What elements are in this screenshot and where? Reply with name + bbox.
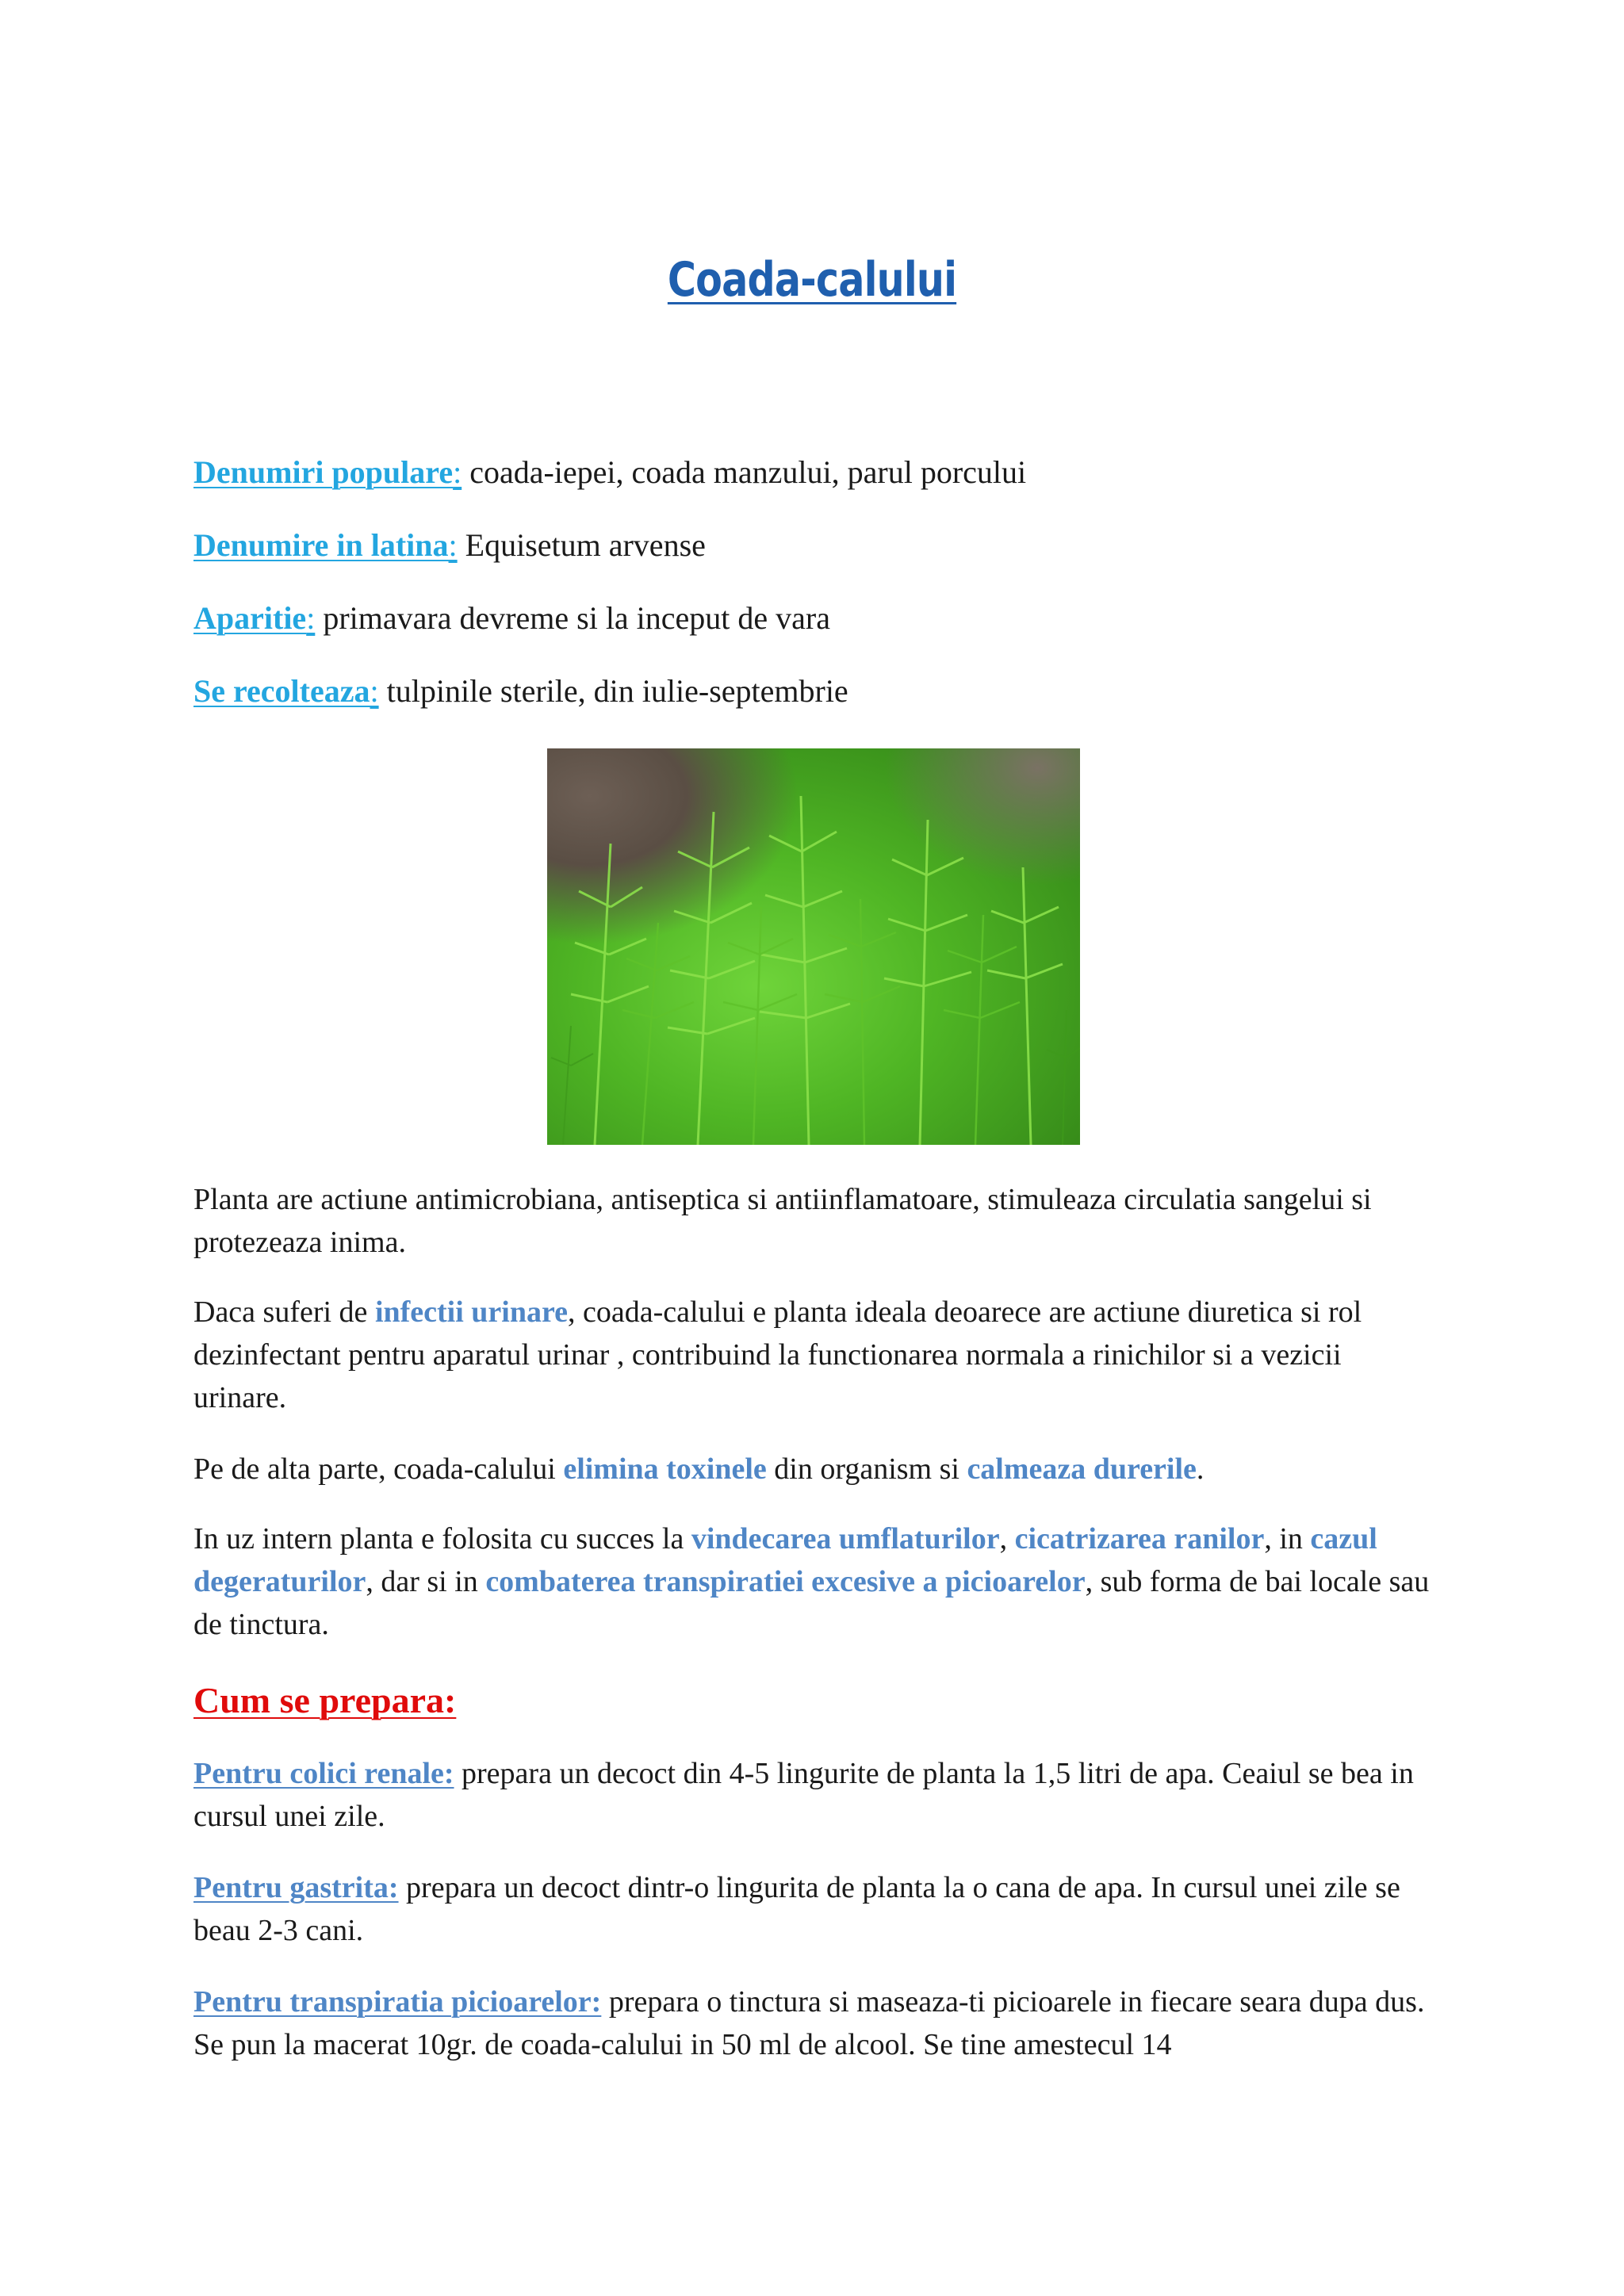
text-span: Pe de alta parte, coada-calului (193, 1452, 564, 1486)
horsetail-plant-illustration (547, 748, 1080, 1145)
page-title: Coada-calului (667, 252, 957, 308)
highlight-degeraturi: cazul degeraturilor (193, 1522, 1377, 1598)
meta-value: coada-iepei, coada manzului, parul porcului (462, 454, 1027, 490)
meta-colon: : (370, 673, 379, 709)
text-span: In uz intern planta e folosita cu succes la (193, 1522, 691, 1556)
highlight-toxine: elimina toxinele (563, 1452, 767, 1486)
highlight-dureri: calmeaza durerile (967, 1452, 1197, 1486)
paragraph-urinary (193, 1291, 1431, 1419)
recipe-label: Pentru transpiratia picioarelor: (193, 1985, 602, 2019)
meta-label: Denumiri populare (193, 454, 454, 490)
text-span: , dar si in (366, 1565, 486, 1598)
meta-label: Se recolteaza (193, 673, 370, 709)
recipe-label: Pentru gastrita: (193, 1871, 399, 1904)
text-span: , in (1264, 1522, 1311, 1556)
recipe-label: Pentru colici renale: (193, 1757, 454, 1790)
meta-label: Denumire in latina (193, 527, 449, 563)
recipe-text: prepara un decoct dintr-o lingurita de planta la o cana de apa. In cursul unei zile se beau 2-3 cani. (193, 1871, 1400, 1947)
meta-label: Aparitie (193, 600, 307, 636)
meta-value: primavara devreme si la inceput de vara (315, 600, 830, 636)
recipe-transpiratie (193, 1980, 1431, 2066)
paragraph-toxins (193, 1448, 1431, 1490)
meta-colon: : (306, 600, 316, 636)
text-span: Daca suferi de (193, 1295, 375, 1329)
section-heading-preparation: Cum se prepara: (193, 1680, 457, 1720)
meta-harvest (193, 672, 848, 710)
highlight-transpiratie: combaterea transpiratiei excesive a picioarelor (485, 1565, 1086, 1598)
recipe-colici (193, 1752, 1431, 1838)
recipe-text: prepara un decoct din 4-5 lingurite de planta la 1,5 litri de apa. Ceaiul se bea in cursul unei zile. (193, 1757, 1414, 1833)
text-span: din organism si (766, 1452, 967, 1486)
highlight-umflaturi: vindecarea umflaturilor (691, 1522, 1000, 1556)
meta-value: Equisetum arvense (457, 527, 706, 563)
paragraph-action: Planta are actiune antimicrobiana, antiseptica si antiinflamatoare, stimuleaza circulatia sangelui si protezeaza inima. (193, 1183, 1372, 1259)
meta-latin-name (193, 526, 706, 564)
highlight-rani: cicatrizarea ranilor (1014, 1522, 1265, 1556)
paragraph-internal-use (193, 1517, 1431, 1646)
text-span: , (999, 1522, 1015, 1556)
meta-value: tulpinile sterile, din iulie-septembrie (378, 673, 848, 709)
text-span: , coada-calului e planta ideala deoarece are actiune diuretica si rol dezinfectant pentru aparatul urinar , contribuind la functionarea normala a rinichilor si a vezicii urinare. (193, 1295, 1362, 1414)
meta-popular-names (193, 453, 1026, 492)
recipe-gastrita (193, 1866, 1431, 1952)
text-span: , sub forma de bai locale sau de tinctura. (193, 1565, 1430, 1641)
recipe-text: prepara o tinctura si maseaza-ti picioarele in fiecare seara dupa dus. Se pun la macerat 10gr. de coada-calului in 50 ml de alcool. Se tine amestecul 14 (193, 1985, 1425, 2061)
highlight-infectii: infectii urinare (374, 1295, 569, 1329)
meta-appearance (193, 599, 830, 637)
meta-colon: : (448, 527, 458, 563)
horsetail-plant-photo (547, 748, 1080, 1145)
text-span: . (1196, 1452, 1205, 1486)
meta-colon: : (453, 454, 462, 490)
